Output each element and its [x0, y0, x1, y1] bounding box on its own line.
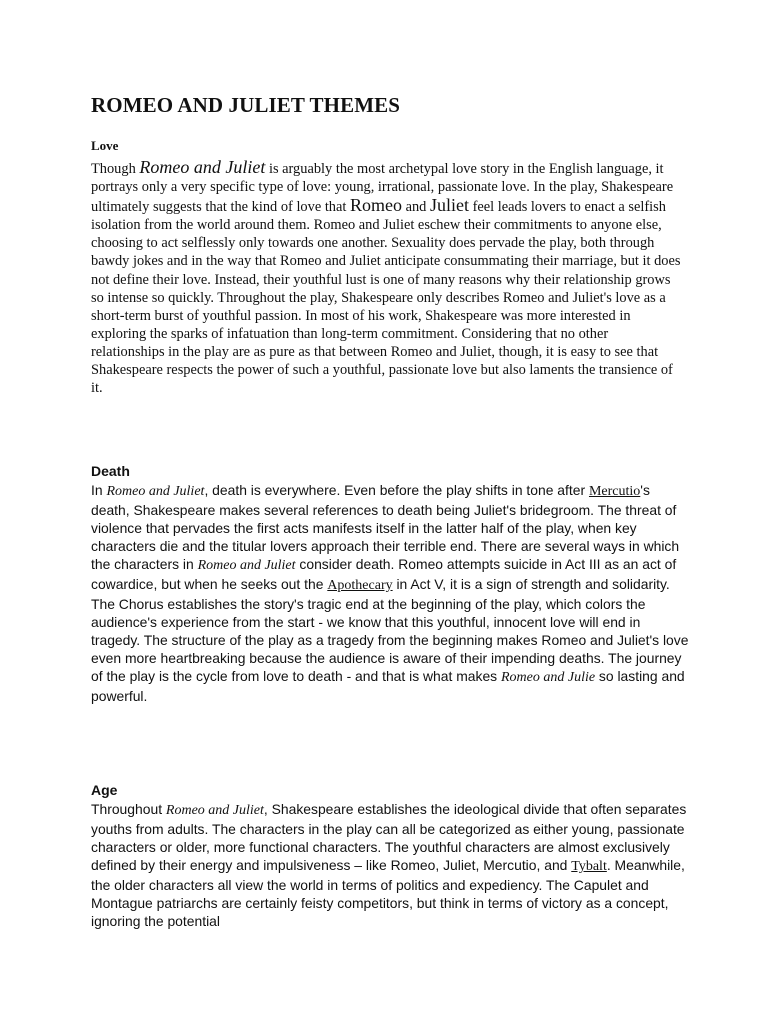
apothecary-link[interactable]: Apothecary: [327, 578, 393, 593]
age-text-3: . Meanwhile, the older characters all view the world in terms of politics and expediency. The Capulet and Montague patriarchs are certainly feisty competitors, but think in terms of victory as a concept, ignoring the potential: [91, 857, 685, 929]
death-text-3: 's death, Shakespeare makes several references to death being Juliet's bridegroom. The threat of violence that pervades the first acts manifests itself in the latter half of the play, when key characters die and the titular lovers approach their terrible end. There are several ways in which the characters in: [91, 482, 680, 572]
section-heading-age: Age: [91, 782, 118, 798]
mercutio-link[interactable]: Mercutio: [588, 484, 641, 499]
love-text-2: is arguably the most archetypal love story in the English language, it portrays only a very specific type of love: young, irrational, passionate love. In the play, Shakespeare ultimately suggests that the kind of love that: [91, 161, 674, 216]
death-title-ref-3: Romeo and Julie: [500, 670, 596, 685]
love-text-1: Though: [91, 161, 140, 177]
death-title-ref-1: Romeo and Juliet: [106, 484, 205, 499]
section-heading-love: Love: [91, 138, 119, 153]
section-heading-death: Death: [91, 463, 130, 479]
age-text-2: , Shakespeare establishes the ideological divide that often separates youths from adults. The characters in the play can all be categorized as either young, passionate characters or older, more functional characters. The youthful characters are almost exclusively defined by their energy and impulsiveness – like Romeo, Juliet, Mercutio, and: [91, 801, 687, 873]
death-title-ref-2: Romeo and Juliet: [197, 558, 296, 573]
paragraph-age: [91, 800, 691, 930]
death-text-1: In: [91, 482, 107, 498]
love-romeo-ref: Romeo: [350, 195, 402, 216]
paragraph-death: [91, 481, 691, 705]
love-text-3: and: [402, 199, 430, 216]
death-text-5: in Act V, it is a sign of strength and solidarity. The Chorus establishes the story's tragic end at the beginning of the play, which colors the audience's experience from the start - we know that this youthful, innocent love will end in tragedy. The structure of the play as a tragedy from the beginning makes Romeo and Juliet's love even more heartbreaking because the audience is aware of their impending deaths. The journey of the play is the cycle from love to death - and that is what makes: [91, 576, 689, 684]
age-text-1: Throughout: [91, 801, 166, 817]
tybalt-link[interactable]: Tybalt: [571, 859, 607, 874]
love-title-ref: Romeo and Juliet: [139, 157, 266, 177]
death-text-4: consider death. Romeo attempts suicide in Act III as an act of cowardice, but when he seeks out the: [91, 556, 677, 592]
death-text-6: so lasting and powerful.: [91, 668, 685, 704]
death-text-2: , death is everywhere. Even before the play shifts in tone after: [204, 482, 589, 498]
document-title: ROMEO AND JULIET THEMES: [91, 93, 401, 117]
love-text-4: feel leads lovers to enact a selfish isolation from the world around them. Romeo and Juliet eschew their commitments to anyone else, choosing to act selflessly only towards one another. Sexuality does pervade the play, both through bawdy jokes and in the way that Romeo and Juliet anticipate consummating their marriage, but it does not define their love. Instead, their youthful lust is one of many reasons why their relationship grows so intense so quickly. Throughout the play, Shakespeare only describes Romeo and Juliet's love as a short-term burst of youthful passion. In most of his work, Shakespeare was more interested in exploring the sparks of infatuation than long-term commitment. Considering that no other relationships in the play are as pure as that between Romeo and Juliet, though, it is easy to see that Shakespeare respects the power of such a youthful, passionate love but also laments the transience of it.: [91, 199, 681, 397]
paragraph-love: [91, 158, 683, 397]
age-title-ref: Romeo and Juliet: [165, 803, 264, 818]
love-juliet-ref: Juliet: [429, 195, 469, 216]
